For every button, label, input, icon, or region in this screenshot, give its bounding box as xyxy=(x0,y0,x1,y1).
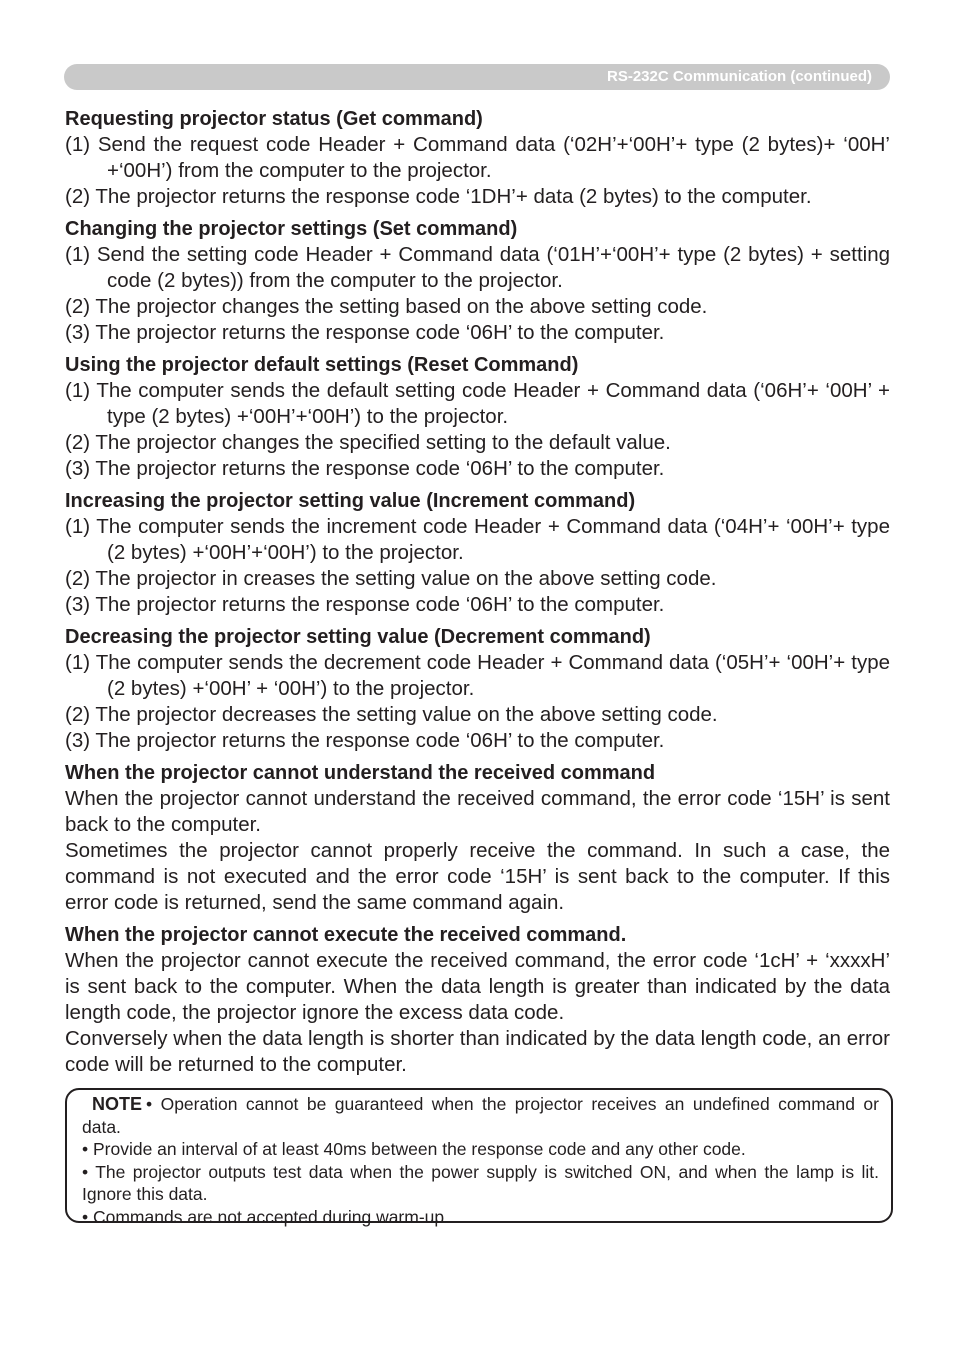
note-text: • Operation cannot be guaranteed when the projector receives an undefined command or data. xyxy=(82,1094,879,1137)
note-box xyxy=(65,1088,893,1227)
note-label: NOTE xyxy=(92,1094,143,1114)
step-item: (2) The projector changes the specified setting to the default value. xyxy=(65,431,671,454)
paragraph: When the projector cannot execute the received command, the error code ‘1cH’ + ‘xxxxH’ is sent back to the computer. When the data length is greater than indicated by the data length code, the projector ignore the excess data code. xyxy=(65,949,890,1024)
header-title: RS-232C Communication (continued) xyxy=(606,68,872,85)
paragraph: Conversely when the data length is shorter than indicated by the data length code, an error code will be returned to the computer. xyxy=(65,1027,890,1076)
step-item: (1) The computer sends the increment code Header + Command data (‘04H’+ ‘00H’+ type (2 bytes) +‘00H’+‘00H’) to the projector. xyxy=(65,515,890,564)
step-item: (1) Send the request code Header + Command data (‘02H’+‘00H’+ type (2 bytes)+ ‘00H’ +‘00H’) from the computer to the projector. xyxy=(65,133,890,182)
step-item: (1) The computer sends the decrement code Header + Command data (‘05H’+ ‘00H’+ type (2 bytes) +‘00H’ + ‘00H’) to the projector. xyxy=(65,651,890,700)
note-line: • The projector outputs test data when the power supply is switched ON, and when the lamp is lit. Ignore this data. xyxy=(82,1161,879,1204)
section-heading: When the projector cannot execute the received command. xyxy=(65,924,627,946)
section-heading: Decreasing the projector setting value (Decrement command) xyxy=(65,626,651,648)
header-bar xyxy=(64,64,890,90)
section-cannot-execute xyxy=(65,922,890,1078)
section-set-command xyxy=(65,216,890,346)
step-item: (3) The projector returns the response code ‘06H’ to the computer. xyxy=(65,321,665,344)
main-content xyxy=(65,106,890,1084)
section-heading: When the projector cannot understand the received command xyxy=(65,762,656,784)
step-item: (1) Send the setting code Header + Command data (‘01H’+‘00H’+ type (2 bytes) + setting code (2 bytes)) from the computer to the projector. xyxy=(65,243,890,292)
section-heading: Increasing the projector setting value (Increment command) xyxy=(65,490,636,512)
note-line: • Commands are not accepted during warm-up. xyxy=(82,1206,449,1227)
section-cannot-understand xyxy=(65,760,890,916)
step-item: (3) The projector returns the response code ‘06H’ to the computer. xyxy=(65,729,665,752)
step-item: (2) The projector decreases the setting value on the above setting code. xyxy=(65,703,718,726)
section-heading: Changing the projector settings (Set command) xyxy=(65,218,518,240)
note-line: • Provide an interval of at least 40ms between the response code and any other code. xyxy=(82,1139,746,1159)
note-line xyxy=(82,1093,879,1138)
paragraph: When the projector cannot understand the received command, the error code ‘15H’ is sent back to the computer. xyxy=(65,787,890,836)
step-item: (3) The projector returns the response code ‘06H’ to the computer. xyxy=(65,593,665,616)
section-heading: Requesting projector status (Get command) xyxy=(65,108,483,130)
step-item: (1) The computer sends the default setting code Header + Command data (‘06H’+ ‘00H’ + type (2 bytes) +‘00H’+‘00H’) to the projector. xyxy=(65,379,890,428)
section-heading: Using the projector default settings (Reset Command) xyxy=(65,354,579,376)
step-item: (2) The projector changes the setting based on the above setting code. xyxy=(65,295,708,318)
step-item: (2) The projector returns the response code ‘1DH’+ data (2 bytes) to the computer. xyxy=(65,185,812,208)
section-reset-command xyxy=(65,352,890,482)
step-item: (2) The projector in creases the setting value on the above setting code. xyxy=(65,567,717,590)
paragraph: Sometimes the projector cannot properly receive the command. In such a case, the command is not executed and the error code ‘15H’ is sent back to the computer. If this error code is returned, send the same command again. xyxy=(65,839,890,914)
section-decrement-command xyxy=(65,624,890,754)
step-item: (3) The projector returns the response code ‘06H’ to the computer. xyxy=(65,457,665,480)
section-get-command xyxy=(65,106,890,210)
section-increment-command xyxy=(65,488,890,618)
